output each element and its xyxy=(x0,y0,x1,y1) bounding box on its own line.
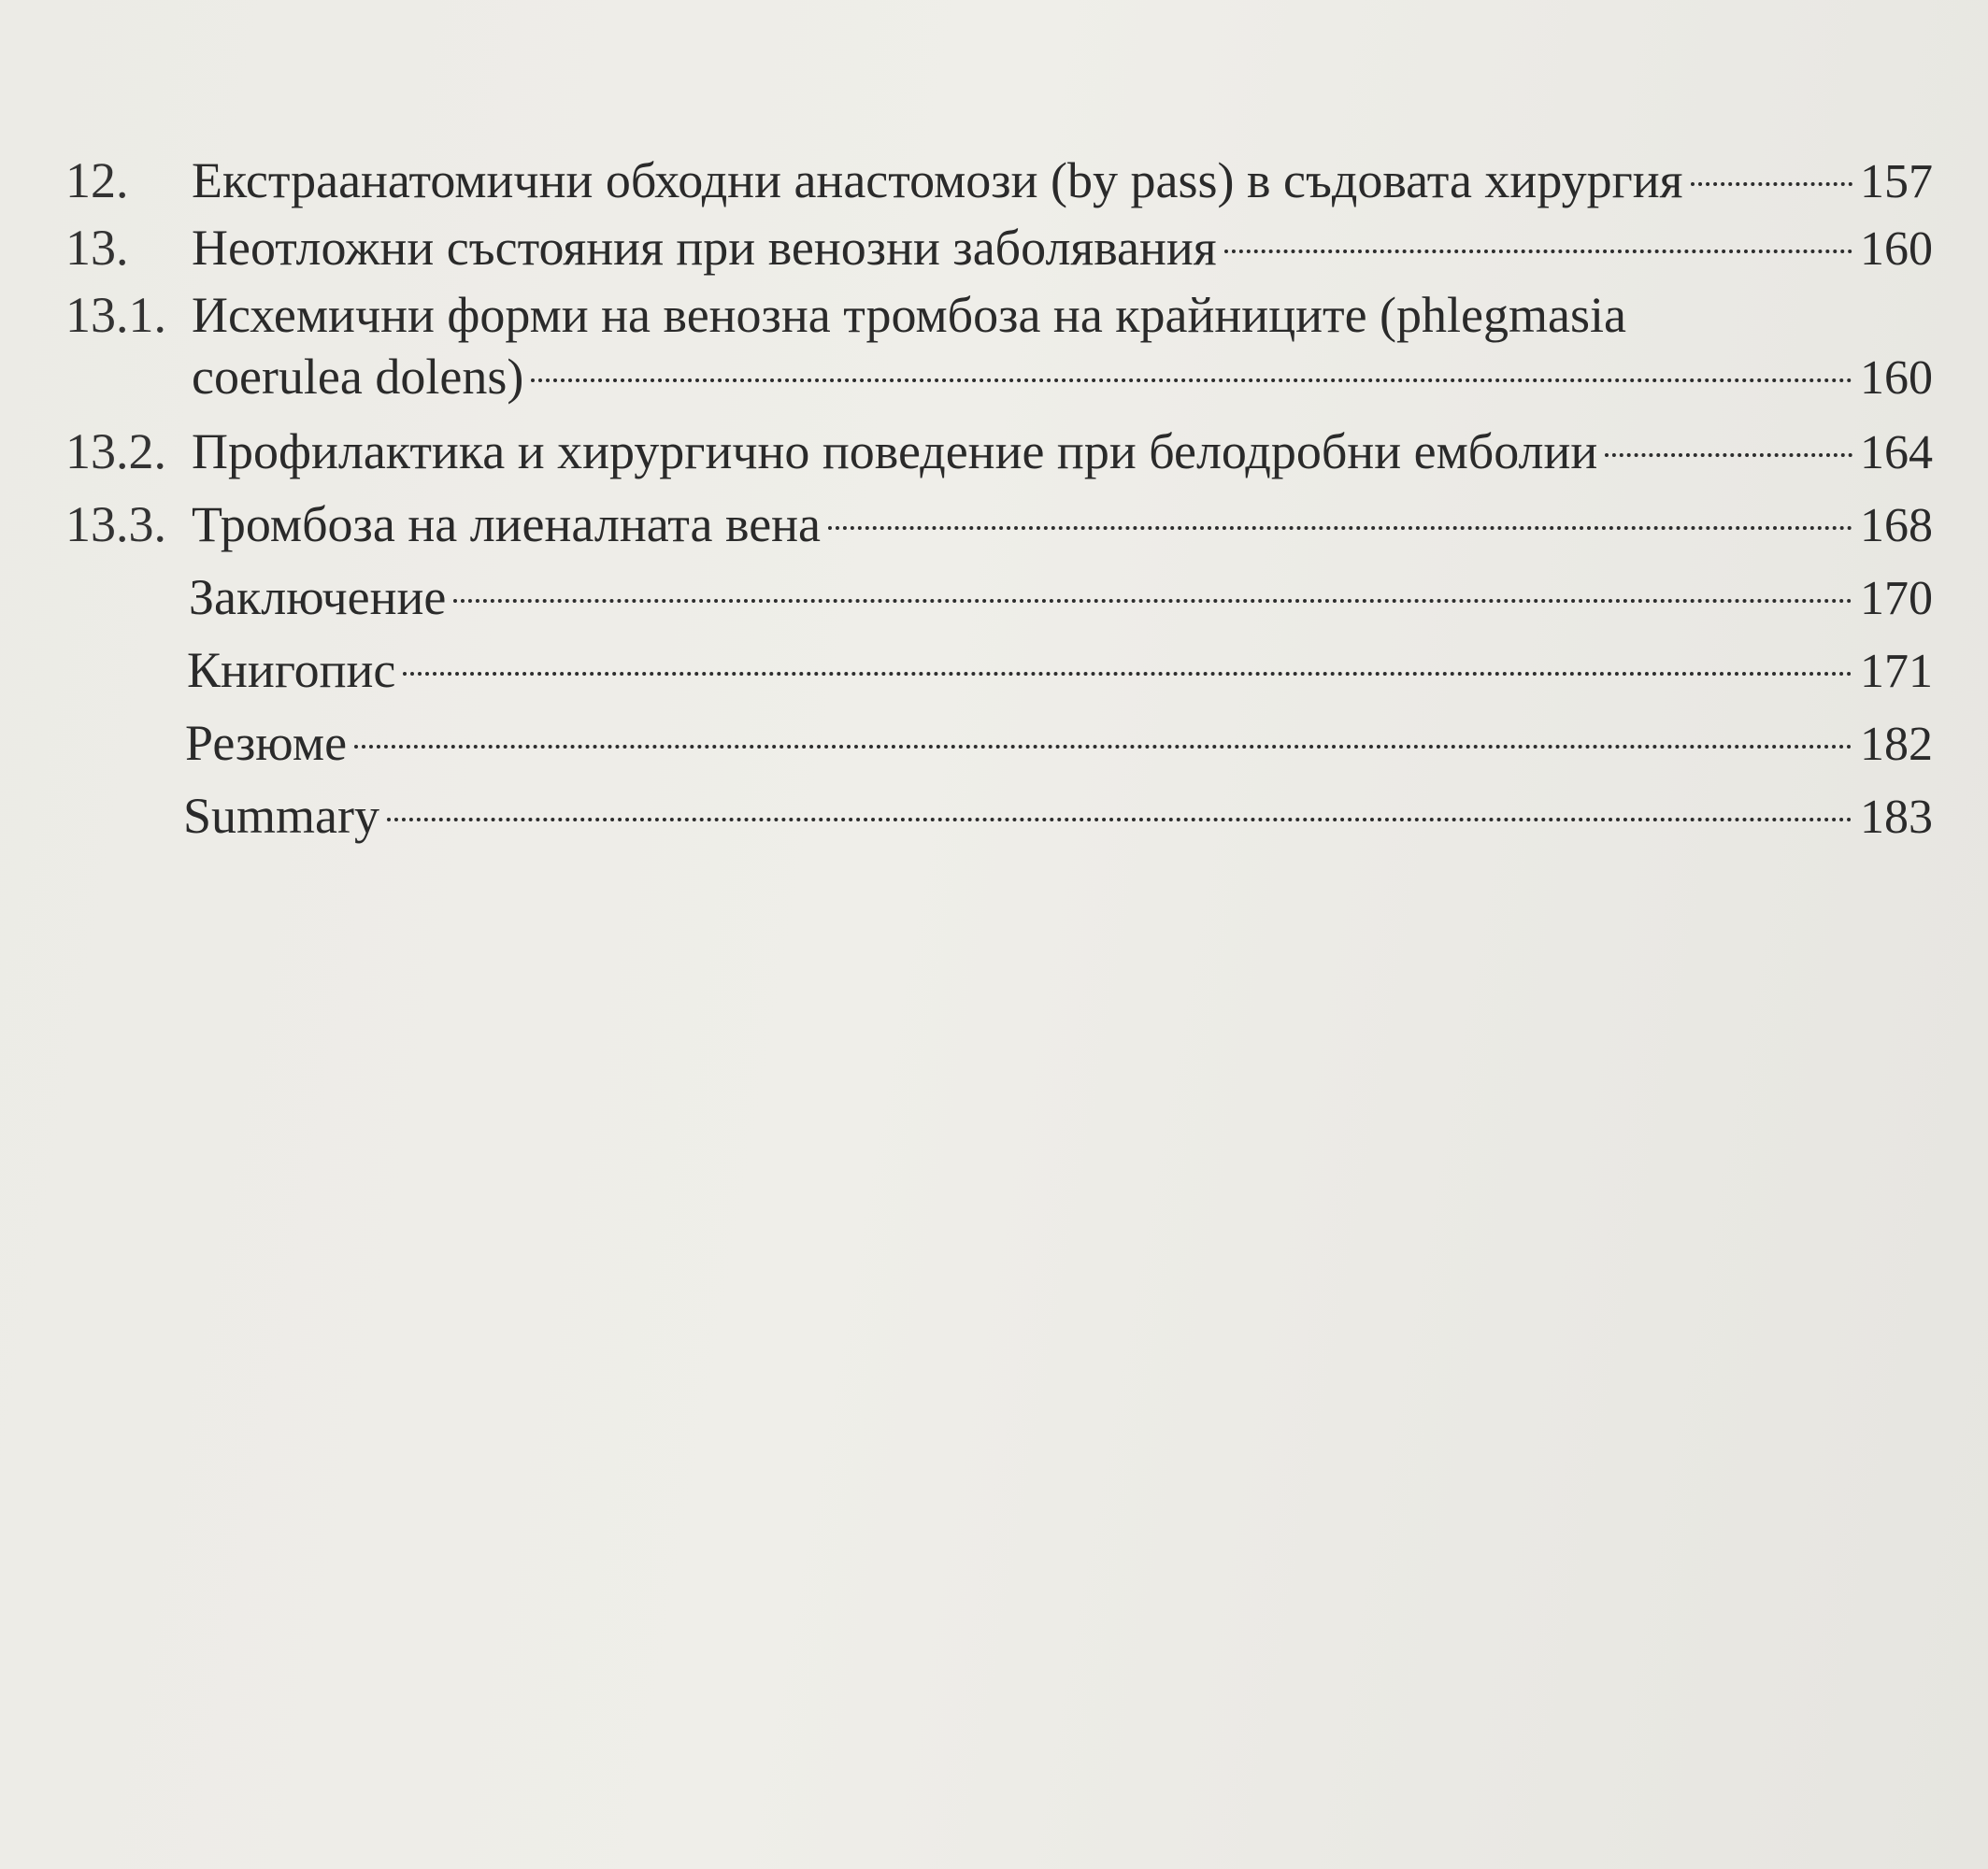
toc-entry-page: 164 xyxy=(1860,426,1933,479)
toc-entry-title: Заключение xyxy=(189,569,447,625)
toc-entry-page: 183 xyxy=(1860,791,1933,844)
dot-leader xyxy=(1605,453,1852,457)
toc-entry-page: 182 xyxy=(1860,718,1933,771)
toc-entry-page: 170 xyxy=(1860,572,1933,625)
toc-entry-page: 157 xyxy=(1860,155,1933,208)
toc-entry-title: Тромбоза на лиеналната вена xyxy=(192,496,822,552)
toc-entry-number: 13. xyxy=(65,220,129,276)
toc-entry-title: Книгопис xyxy=(187,642,396,698)
toc-entry-title: Summary xyxy=(183,788,379,844)
toc-entry-number: 13.3. xyxy=(65,496,166,552)
toc-entry-page: 171 xyxy=(1860,645,1933,698)
dot-leader xyxy=(354,745,1852,749)
toc-entry-number: 13.2. xyxy=(65,423,166,479)
toc-entry-number: 13.1. xyxy=(65,287,166,343)
toc-entry-page: 160 xyxy=(1860,222,1933,276)
toc-entry-title: Неотложни състояния при венозни заболявания xyxy=(192,220,1217,276)
toc-entry-page: 168 xyxy=(1860,499,1933,552)
toc-entry-number: 12. xyxy=(65,152,129,208)
dot-leader xyxy=(828,526,1852,530)
toc-entry-title-continued: coerulea dolens) xyxy=(192,349,524,405)
dot-leader xyxy=(453,599,1852,603)
dot-leader xyxy=(531,378,1852,382)
toc-entry-title: Профилактика и хирургично поведение при белодробни емболии xyxy=(192,423,1598,479)
toc-entry-title: Екстраанатомични обходни анастомози (by pass) в съдовата хирургия xyxy=(192,152,1683,208)
dot-leader xyxy=(403,672,1852,676)
dot-leader xyxy=(1224,250,1852,253)
toc-entry-title: Исхемични форми на венозна тромбоза на крайниците (phlegmasia xyxy=(192,287,1626,343)
toc-entry-page: 160 xyxy=(1860,351,1933,405)
dot-leader xyxy=(387,818,1852,821)
dot-leader xyxy=(1691,182,1852,186)
toc-entry-title: Резюме xyxy=(185,715,348,771)
